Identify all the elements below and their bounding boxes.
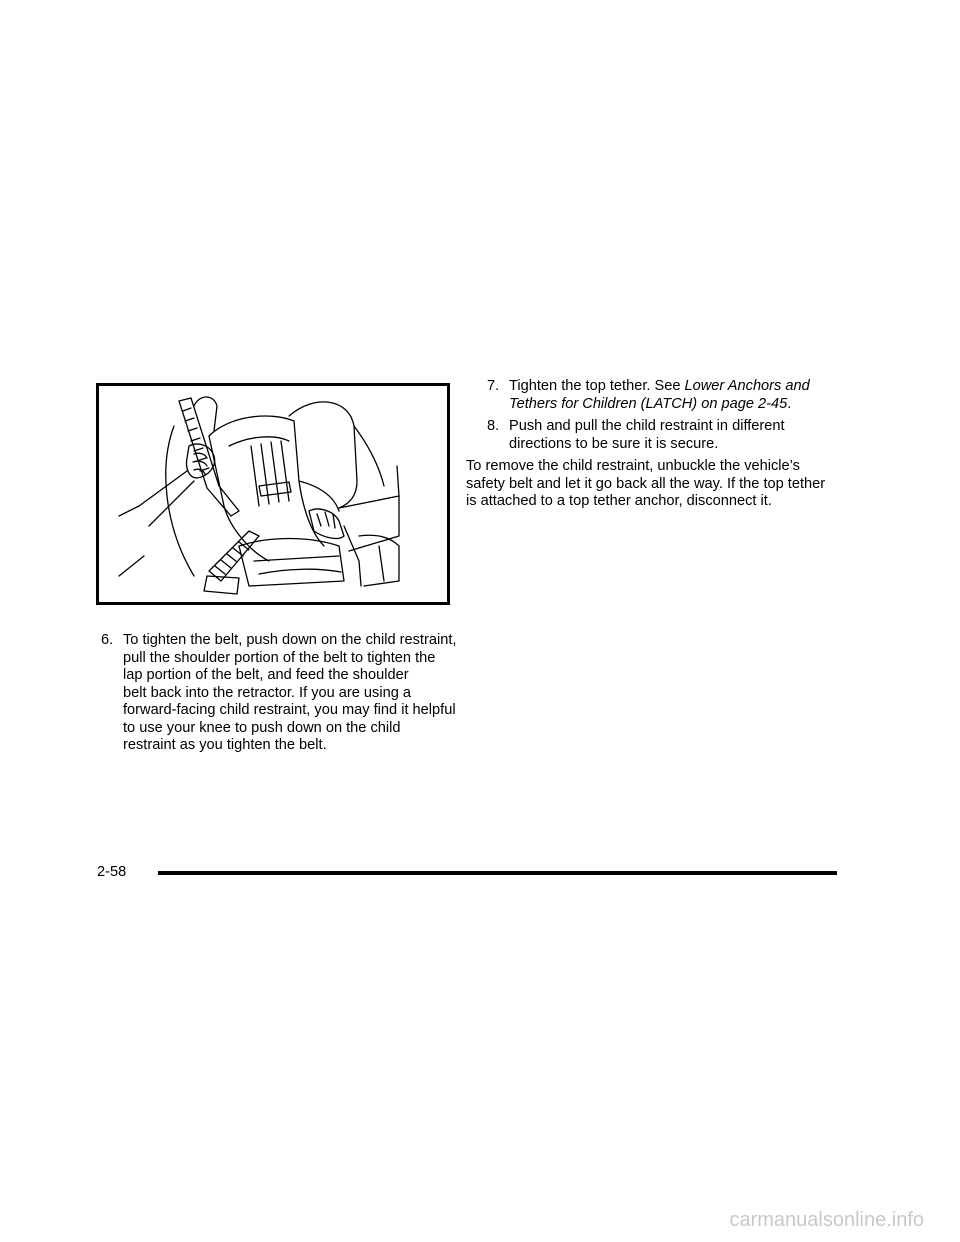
text-line: is attached to a top tether anchor, disconnect it. — [466, 493, 772, 509]
text-line: to use your knee to push down on the child — [123, 719, 401, 736]
text-line: pull the shoulder portion of the belt to tighten the — [123, 649, 436, 666]
page-number: 2-58 — [97, 864, 127, 880]
removal-paragraph — [466, 458, 846, 511]
text-line: To remove the child restraint, unbuckle the vehicle’s — [466, 458, 800, 474]
text-line — [509, 378, 847, 396]
step-number: 8. — [487, 418, 500, 434]
text-line: restraint as you tighten the belt. — [123, 737, 327, 753]
cross-reference-link[interactable]: Lower Anchors and — [684, 378, 810, 394]
watermark: carmanualsonline.info — [729, 1209, 924, 1231]
step-text-suffix: . — [787, 395, 792, 412]
child-restraint-seat-belt-icon — [99, 386, 447, 602]
text-line — [509, 396, 847, 414]
child-restraint-illustration — [96, 383, 450, 605]
step-7 — [487, 378, 847, 413]
footer-rule — [158, 871, 837, 875]
text-line: forward-facing child restraint, you may find it helpful — [123, 702, 456, 718]
step-number: 6. — [101, 632, 114, 648]
step-6 — [101, 632, 461, 755]
step-number: 7. — [487, 378, 500, 394]
step-text-prefix: Tighten the top tether. See — [509, 378, 685, 394]
text-line: Push and pull the child restraint in different — [509, 418, 785, 434]
step-text — [123, 632, 461, 755]
text-line: To tighten the belt, push down on the child restraint, — [123, 632, 457, 648]
text-line: belt back into the retractor. If you are using a — [123, 684, 411, 701]
text-line: safety belt and let it go back all the way. If the top tether — [466, 475, 826, 492]
step-text — [509, 418, 847, 453]
step-8 — [487, 418, 847, 453]
step-text — [509, 378, 847, 413]
cross-reference-link[interactable]: Tethers for Children (LATCH) on page 2-45 — [509, 395, 788, 412]
text-line: directions to be sure it is secure. — [509, 435, 719, 452]
text-line: lap portion of the belt, and feed the shoulder — [123, 667, 409, 683]
